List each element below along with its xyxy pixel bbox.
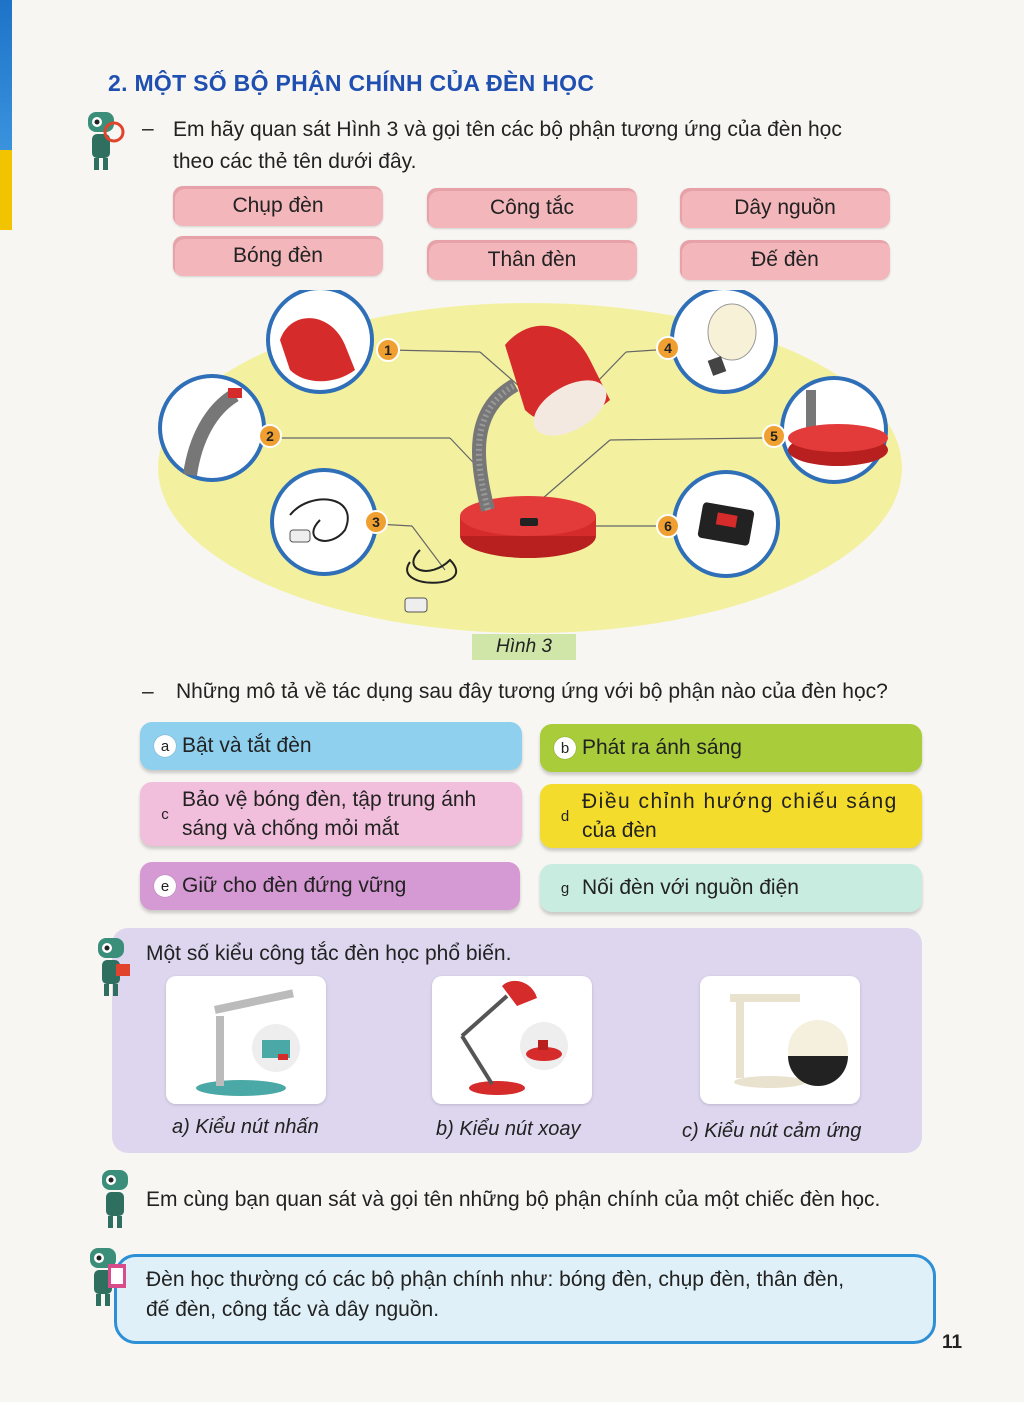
desc-e	[140, 862, 520, 910]
desc-c-text	[182, 785, 476, 843]
activity-text: Em cùng bạn quan sát và gọi tên những bộ phận chính của một chiếc đèn học.	[146, 1188, 881, 1211]
robot-magnifier-icon	[80, 108, 126, 178]
desc-c-line1: Bảo vệ bóng đèn, tập trung ánh	[182, 788, 477, 811]
desc-a-letter: a	[154, 735, 176, 757]
intro-line-1: Em hãy quan sát Hình 3 và gọi tên các bộ phận tương ứng của đèn học	[173, 118, 842, 141]
robot-icon	[90, 934, 136, 1004]
part-circle-4	[672, 290, 776, 392]
tag-bong-den: Bóng đèn	[173, 236, 383, 276]
desc-g	[540, 864, 922, 912]
desc-b-text: Phát ra ánh sáng	[582, 736, 742, 759]
robot-icon-2	[94, 1166, 140, 1236]
callout-4: 4	[664, 340, 672, 356]
part-circle-2	[160, 376, 264, 480]
desc-g-letter: g	[560, 879, 570, 897]
caption-touch-switch: c) Kiểu nút cảm ứng	[682, 1120, 862, 1142]
caption-rotary-switch: b) Kiểu nút xoay	[436, 1118, 581, 1140]
desc-d-line1: Điều chỉnh hướng chiếu sáng	[582, 790, 898, 813]
part-circle-1	[268, 290, 372, 392]
callout-2: 2	[266, 428, 274, 444]
desc-a	[140, 722, 522, 770]
desc-a-text: Bật và tắt đèn	[182, 734, 312, 757]
section-title: 2. MỘT SỐ BỘ PHẬN CHÍNH CỦA ĐÈN HỌC	[108, 70, 595, 96]
intro-line-2: theo các thẻ tên dưới đây.	[173, 150, 417, 173]
part-circle-6	[674, 472, 778, 576]
page-number: 11	[942, 1332, 963, 1353]
tag-de-den: Đế đèn	[680, 240, 890, 280]
page-edge-stripe-yellow	[0, 150, 12, 230]
desc-g-text: Nối đèn với nguồn điện	[582, 876, 799, 899]
tag-chup-den: Chụp đèn	[173, 186, 383, 226]
desc-e-text: Giữ cho đèn đứng vững	[182, 874, 407, 897]
photo-push-switch-lamp	[166, 976, 326, 1104]
desc-c	[140, 782, 522, 846]
callout-1: 1	[384, 342, 392, 358]
desc-e-letter: e	[154, 875, 176, 897]
photo-touch-switch-lamp	[700, 976, 860, 1104]
desc-d-text	[582, 787, 898, 845]
question-text: Những mô tả về tác dụng sau đây tương ứng với bộ phận nào của đèn học?	[176, 680, 888, 703]
photo-rotary-switch-lamp	[432, 976, 592, 1104]
tag-day-nguon: Dây nguồn	[680, 188, 890, 228]
desc-d-line2: của đèn	[582, 819, 657, 842]
summary-line-1: Đèn học thường có các bộ phận chính như: bóng đèn, chụp đèn, thân đèn,	[146, 1268, 845, 1291]
desc-d	[540, 784, 922, 848]
intro-dash: –	[142, 117, 154, 140]
lamp-parts-figure	[150, 290, 910, 635]
switch-types-heading: Một số kiểu công tắc đèn học phổ biến.	[146, 942, 512, 965]
summary-line-2: đế đèn, công tắc và dây nguồn.	[146, 1298, 440, 1321]
robot-book-icon	[82, 1244, 128, 1314]
figure-caption: Hình 3	[472, 634, 576, 660]
desc-c-line2: sáng và chống mỏi mắt	[182, 817, 400, 840]
desc-d-letter: d	[560, 807, 570, 825]
desc-b-letter: b	[554, 737, 576, 759]
callout-5: 5	[770, 428, 778, 444]
callout-3: 3	[372, 514, 380, 530]
desc-b	[540, 724, 922, 772]
part-circle-3	[272, 470, 376, 574]
caption-push-switch: a) Kiểu nút nhấn	[172, 1116, 319, 1138]
tag-cong-tac: Công tắc	[427, 188, 637, 228]
question-dash: –	[142, 680, 154, 703]
push-switch-lamp-image	[166, 976, 326, 1104]
rotary-switch-lamp-image	[432, 976, 592, 1104]
callout-6: 6	[664, 518, 672, 534]
part-circle-5	[782, 378, 888, 482]
tag-than-den: Thân đèn	[427, 240, 637, 280]
desc-c-letter: c	[161, 805, 169, 823]
touch-switch-lamp-image	[700, 976, 860, 1104]
